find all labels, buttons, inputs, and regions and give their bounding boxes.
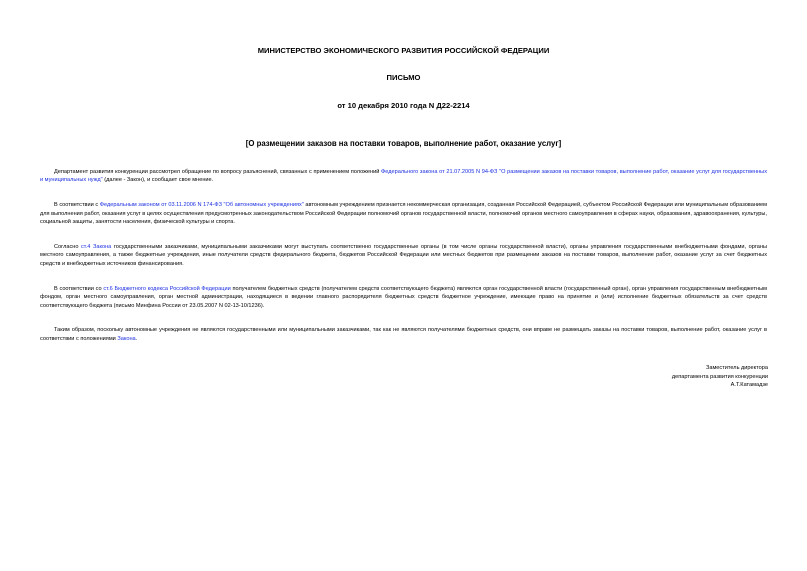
signature-block <box>672 364 768 390</box>
paragraph-5 <box>40 326 767 343</box>
link-law[interactable]: Закона <box>117 335 136 342</box>
paragraph-1 <box>40 168 767 185</box>
document-subject: [О размещении заказов на поставки товаров, выполнение работ, оказание услуг] <box>245 139 562 148</box>
paragraph-3-text-b: государственными заказчиками, муниципальными заказчиками могут выступать соответственно государственные органы (в том числе органы государственной власти), органы управления государственными внебюджетными фондами, органы местного самоуправления, а также бюджетные учреждения, иные получатели средств федерального бюджета, бюджетов Российской Федерации или местных бюджетов при размещении заказов на поставки товаров, выполнение работ, оказание услуг за счет бюджетных средств и внебюджетных источников финансирования. <box>40 244 767 267</box>
link-federal-law-174fz[interactable]: Федеральным законом от 03.11.2006 N 174-ФЗ "Об автономных учреждениях" <box>99 202 304 209</box>
signature-name: А.Т.Катамадзе <box>730 382 768 389</box>
link-article-4-law[interactable]: ст.4 Закона <box>81 244 112 251</box>
document-date-number: от 10 декабря 2010 года N Д22-2214 <box>337 101 470 110</box>
link-federal-law-94fz[interactable]: Федерального закона от 21.07.2005 N 94-ФЗ "О размещении заказов на поставки товаров, выполнение работ, оказание услуг для государственных и муниципальных нужд" <box>40 169 767 184</box>
link-budget-code-article-6[interactable]: ст.6 Бюджетного кодекса Российской Федерации <box>103 285 231 292</box>
paragraph-2-text-b: автономным учреждением признается некоммерческая организация, созданная Российской Федерацией, субъектом Российской Федерации или муниципальным образованием для выполнения работ, оказания услуг в целях осуществления предусмотренных законодательством Российской Федерации полномочий органов государственной власти, полномочий органов местного самоуправления в сферах науки, образования, здравоохранения, культуры, социальной защиты, занятости населения, физической культуры и спорта. <box>40 202 767 226</box>
paragraph-3 <box>40 243 767 268</box>
ministry-heading: МИНИСТЕРСТВО ЭКОНОМИЧЕСКОГО РАЗВИТИЯ РОССИЙСКОЙ ФЕДЕРАЦИИ <box>257 46 550 55</box>
paragraph-1-text-b: (далее - Закон), и сообщает свое мнение. <box>102 177 214 184</box>
document-body <box>40 168 767 343</box>
paragraph-5-text-b: . <box>135 335 138 342</box>
paragraph-1-text-a: Департамент развития конкуренции рассмотрел обращение по вопросу разъяснений, связанных с применением положений <box>54 169 382 175</box>
signature-department: департамента развития конкуренции <box>671 373 768 380</box>
paragraph-5-text-a: Таким образом, поскольку автономные учреждения не являются государственными или муниципальными заказчиками, так как не являются получателями бюджетных средств, они вправе не размещать заказы на поставки товаров, выполнение работ, оказание услуг в соответствии с положениями <box>40 327 767 342</box>
paragraph-3-text-a: Согласно <box>54 244 81 251</box>
paragraph-4 <box>40 285 767 310</box>
paragraph-2 <box>40 201 767 226</box>
signature-position: Заместитель директора <box>705 365 768 371</box>
paragraph-4-text-b: получателем бюджетных средств (получателем средств соответствующего бюджета) являются орган государственной власти (государственный орган), орган управления государственным внебюджетным фондом, орган местного самоуправления, орган местной администрации, находящиеся в ведении главного распорядителя бюджетных средств бюджетное учреждение, имеющие право на принятие и (или) исполнение бюджетных обязательств за счет средств соответствующего бюджета (письмо Минфина России от 23.05.2007 N 02-13-10/1236). <box>40 285 767 309</box>
document-type: ПИСЬМО <box>386 73 421 82</box>
paragraph-4-text-a: В соответствии со <box>54 285 104 292</box>
paragraph-2-text-a: В соответствии с <box>54 202 100 209</box>
